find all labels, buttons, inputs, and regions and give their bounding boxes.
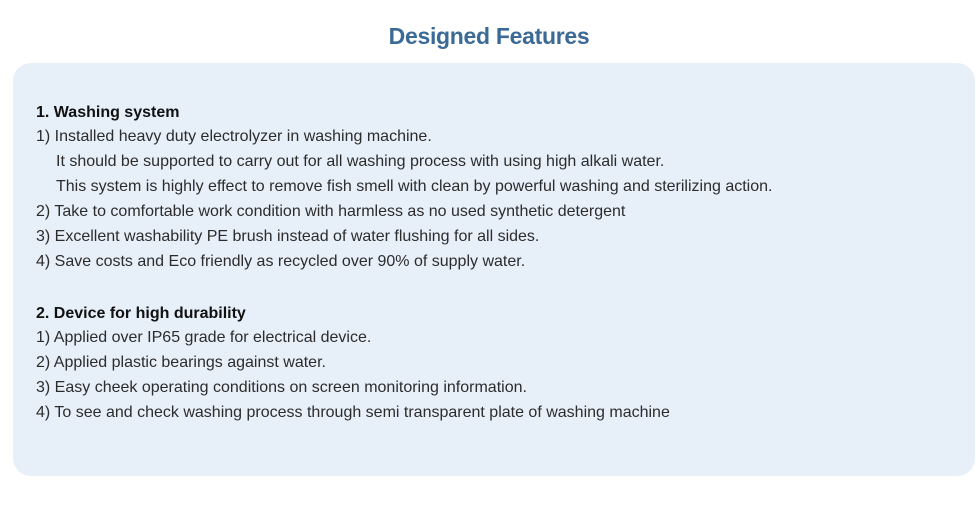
- item-text: 2) Take to comfortable work condition with harmless as no used synthetic detergent: [36, 203, 626, 220]
- list-item: [36, 124, 772, 199]
- section-washing-system: [36, 102, 772, 274]
- item-text-continuation: This system is highly effect to remove fish smell with clean by powerful washing and sterilizing action.: [56, 178, 773, 195]
- item-text: 1) Applied over IP65 grade for electrical device.: [36, 329, 372, 346]
- item-text: 2) Applied plastic bearings against water.: [36, 354, 326, 371]
- section-device-durability: [36, 303, 670, 425]
- list-item: [36, 249, 772, 274]
- page-title: Designed Features: [388, 23, 590, 49]
- item-text: 1) Installed heavy duty electrolyzer in washing machine.: [36, 128, 432, 145]
- list-item: [36, 400, 670, 425]
- list-item: [36, 325, 670, 350]
- item-text: 3) Excellent washability PE brush instead of water flushing for all sides.: [36, 228, 540, 245]
- list-item: [36, 224, 772, 249]
- section-heading: 1. Washing system: [36, 104, 180, 121]
- item-text: 4) Save costs and Eco friendly as recycled over 90% of supply water.: [36, 253, 526, 270]
- list-item: [36, 375, 670, 400]
- item-text: 3) Easy cheek operating conditions on screen monitoring information.: [36, 379, 527, 396]
- item-text: 4) To see and check washing process through semi transparent plate of washing machine: [36, 404, 670, 421]
- list-item: [36, 350, 670, 375]
- section-heading: 2. Device for high durability: [36, 305, 246, 322]
- list-item: [36, 199, 772, 224]
- item-text-continuation: It should be supported to carry out for all washing process with using high alkali water.: [56, 153, 665, 170]
